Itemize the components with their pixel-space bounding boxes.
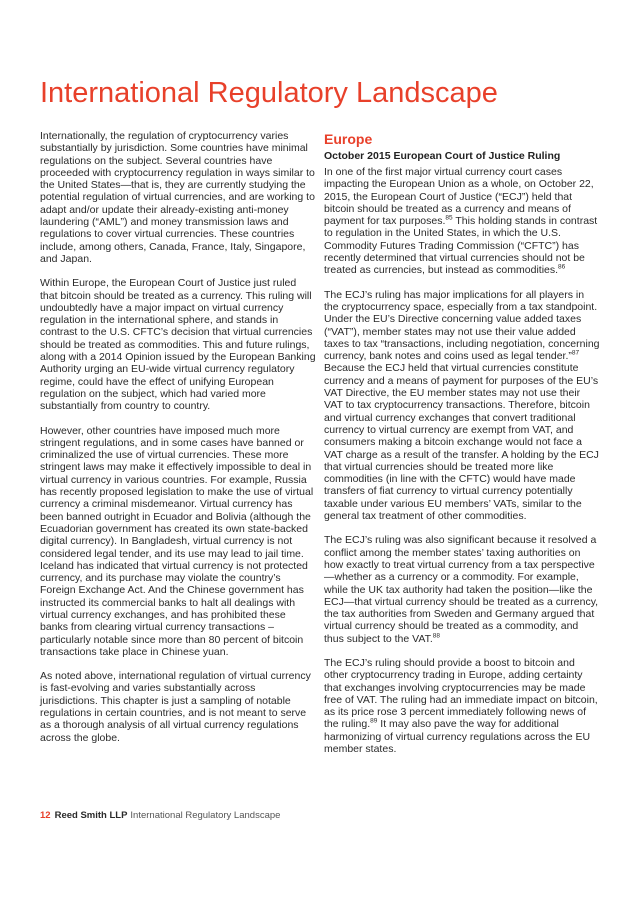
right-paragraph-2-text-a: The ECJ’s ruling has major implications for all players in the cryptocurrency space, especially from a tax standpoint. Under the EU’s Directive concerning value added taxes (“VAT”), member states may not use their value added taxes to tax “transactions, including negotiation, concerning currency, bank notes and coins used as legal tender.” (324, 288, 600, 363)
footnote-ref-89[interactable]: 89 (370, 717, 378, 725)
footer-section-name: International Regulatory Landscape (130, 810, 281, 821)
right-paragraph-4-text-b: It may also pave the way for additional harmonizing of virtual currency regulations across the EU member states. (324, 718, 591, 756)
page-title: International Regulatory Landscape (40, 77, 498, 109)
left-paragraph-4: As noted above, international regulation of virtual currency is fast-evolving and varies substantially across jurisdictions. This chapter is just a sampling of notable regulations in certain countries, and is not meant to serve as a thorough analysis of all virtual currency regulations across the globe. (40, 670, 311, 744)
footnote-ref-87[interactable]: 87 (571, 349, 580, 357)
page-footer (40, 810, 280, 822)
right-paragraph-1-text-a: In one of the first major virtual currency court cases impacting the European Union as a whole, on October 22, 2015, the European Court of Justice (“ECJ”) held that bitcoin should be treated as a currency and means of payment for tax purposes. (324, 166, 594, 228)
left-paragraph-2: Within Europe, the European Court of Justice just ruled that bitcoin should be treated as a currency. This ruling will undoubtedly have a major impact on virtual currency regulation in the international sphere, and stands in contrast to the U.S. CFTC’s decision that virtual currencies should be treated as commodities. This and future rulings, along with a 2014 Opinion issued by the European Banking Authority urging an EU-wide virtual currency regulatory regime, could have the effect of unifying European regulation on the subject, which had varied more substantially from country to country. (40, 277, 316, 413)
right-paragraph-2-text-b: Because the ECJ held that virtual currencies constitute currency and a means of payment for purposes of the EU’s VAT Directive, the EU member states may not use their VAT to tax cryptocurrency transactions. Therefore, bitcoin and virtual currency exchanges that convert traditional currency to virtual currency are exempt from VAT, and consumers making a bitcoin exchange would not face a VAT charge as a result of the transfer. A holding by the ECJ that virtual currencies should be treated more like commodities (in line with the CFTC) would have made transfers of fiat currency to virtual currency potentially taxable under various EU members’ VATs, similar to the general tax treatment of other commodities. (324, 362, 599, 523)
footnote-ref-85[interactable]: 85 (445, 214, 453, 222)
left-paragraph-1: Internationally, the regulation of cryptocurrency varies substantially by jurisdiction. Some countries have minimal regulations on the subject. Several countries have proceeded with cryptocurrency regulation in ways similar to the United States—that is, they are currently studying the potential regulation of virtual currencies, and are working to adapt and/or update their already-existing anti-money laundering (“AML”) and money transmission laws and regulations to cover virtual currencies. These countries include, among others, Canada, France, Italy, Singapore, and Japan. (40, 130, 315, 265)
right-column (324, 131, 600, 767)
right-paragraph-3 (324, 534, 600, 645)
subheading-ecj-ruling: October 2015 European Court of Justice Ruling (324, 150, 561, 162)
footer-firm-name: Reed Smith LLP (54, 810, 128, 821)
right-paragraph-3-text: The ECJ’s ruling was also significant because it resolved a conflict among the member states’ taxing authorities on how exactly to treat virtual currency from a tax perspective—whether as a currency or a commodity. For example, while the UK tax authority had taken the position—like the ECJ—that virtual currency should be treated as a currency, the tax authorities from Sweden and Germany argued that virtual currency should be treated as a commodity, and thus subject to the VAT. (324, 534, 599, 645)
right-paragraph-4 (324, 657, 600, 755)
footnote-ref-88[interactable]: 88 (432, 632, 440, 640)
right-paragraph-4-text-a: The ECJ’s ruling should provide a boost to bitcoin and other cryptocurrency trading in Europe, adding certainty that exchanges involving cryptocurrencies may be made free of VAT. The ruling had an immediate impact on bitcoin, as its price rose 3 percent immediately following news of the ruling. (324, 656, 598, 731)
left-paragraph-3: However, other countries have imposed much more stringent regulations, and in some cases have banned or criminalized the use of virtual currencies. These more stringent laws may make it effectively impossible to deal in virtual currency in various countries. For example, Russia has recently proposed legislation to make the use of virtual currency a criminal misdemeanor. Virtual currency has been banned outright in Ecuador and Bolivia (although the Ecuadorian government has created its own state-backed digital currency). In Bangladesh, virtual currency is not considered legal tender, and its use may lead to jail time. Iceland has indicated that virtual currency is not protected currency, and its purchase may violate the country’s Foreign Exchange Act. And the Chinese government has instructed its commercial banks to halt all dealings with virtual currency exchanges, and has prohibited these banks from clearing virtual currency transactions – particularly notable since more than 80 percent of bitcoin transactions take place in Chinese yuan. (40, 424, 314, 658)
left-column (40, 130, 316, 756)
footnote-ref-86[interactable]: 86 (558, 263, 566, 271)
right-paragraph-1 (324, 166, 600, 277)
page-number: 12 (40, 810, 51, 821)
right-paragraph-2 (324, 289, 600, 523)
section-heading-europe: Europe (324, 131, 373, 147)
right-paragraph-1-text-b: This holding stands in contrast to regulation in the United States, in which the U.S. Commodity Futures Trading Commission (“CFTC”) has recently determined that virtual currencies should not be treated as currencies, but instead as commodities. (324, 215, 598, 277)
